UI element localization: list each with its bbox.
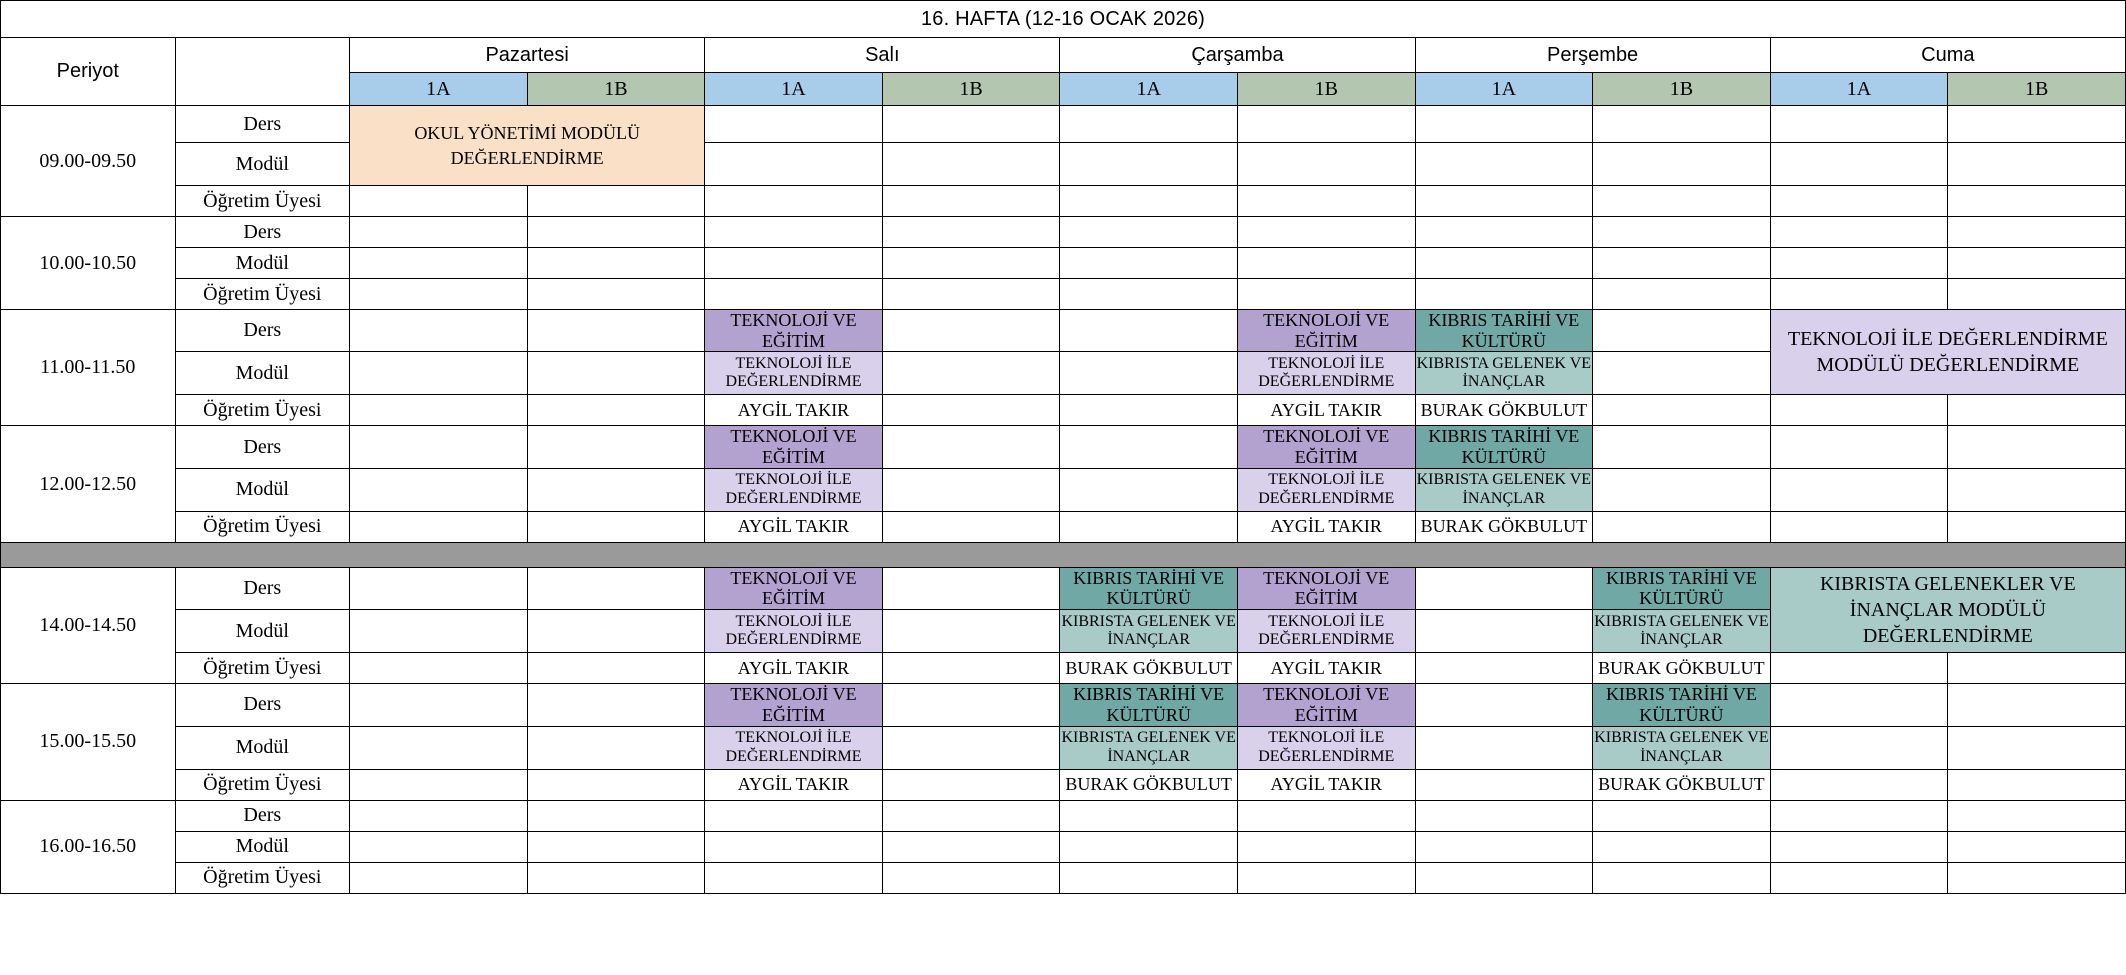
row-label-ogretim-uyesi: Öğretim Üyesi <box>175 653 350 684</box>
cell-sali-1b-ogr <box>882 653 1060 684</box>
period-label-0900: 09.00-09.50 <box>1 106 176 217</box>
cell-carsamba-1b-modul <box>1237 831 1415 862</box>
row-label-modul: Modül <box>175 726 350 769</box>
row-label-ders: Ders <box>175 426 350 468</box>
row-label-ogretim-uyesi: Öğretim Üyesi <box>175 395 350 426</box>
cell-sali-1a-ders-teknoloji: TEKNOLOJİ VE EĞİTİM <box>705 310 883 352</box>
cell-carsamba-1a-modul <box>1060 468 1238 511</box>
row-label-ders: Ders <box>175 800 350 831</box>
cell-carsamba-1b-ders <box>1237 217 1415 248</box>
cell-carsamba-1b-ogr: AYGİL TAKIR <box>1237 511 1415 542</box>
cell-carsamba-1a-ders-kibris: KIBRIS TARİHİ VE KÜLTÜRÜ <box>1060 567 1238 609</box>
cell-carsamba-1a-modul <box>1060 352 1238 395</box>
cell-persembe-1b-ders-kibris: KIBRIS TARİHİ VE KÜLTÜRÜ <box>1593 684 1771 726</box>
cell-sali-1a-ogr <box>705 279 883 310</box>
cell-carsamba-1a-ogr: BURAK GÖKBULUT <box>1060 653 1238 684</box>
day-header-cuma: Cuma <box>1770 38 2125 73</box>
row-label-modul: Modül <box>175 248 350 279</box>
cell-persembe-1a-ders <box>1415 684 1593 726</box>
cell-carsamba-1b-ders-teknoloji: TEKNOLOJİ VE EĞİTİM <box>1237 310 1415 352</box>
cell-pazartesi-1b-ogr <box>527 862 705 893</box>
cell-pazartesi-1b-modul <box>527 248 705 279</box>
cell-pazartesi-1b-ogr <box>527 653 705 684</box>
cell-pazartesi-1a-ogr <box>350 769 528 800</box>
cell-cuma-1b-ogr <box>1948 279 2126 310</box>
cell-persembe-1a-ders <box>1415 800 1593 831</box>
cell-persembe-1b-modul <box>1593 831 1771 862</box>
cell-pazartesi-1b-ogr <box>527 279 705 310</box>
cell-sali-1b-ders <box>882 800 1060 831</box>
cell-pazartesi-merged-okul-yonetimi: OKUL YÖNETİMİ MODÜLÜ DEĞERLENDİRME <box>350 106 705 186</box>
cell-sali-1b-ogr <box>882 862 1060 893</box>
cell-carsamba-1b-ogr <box>1237 186 1415 217</box>
cell-cuma-1b-ders <box>1948 684 2126 726</box>
day-header-row <box>1 38 2126 73</box>
cell-cuma-1a-ogr <box>1770 395 1948 426</box>
schedule-row <box>1 653 2126 684</box>
cell-persembe-1a-modul-kibris: KIBRISTA GELENEK VE İNANÇLAR <box>1415 352 1593 395</box>
cell-pazartesi-1a-ders <box>350 310 528 352</box>
cell-cuma-1b-modul <box>1948 248 2126 279</box>
cell-sali-1a-modul <box>705 248 883 279</box>
cell-carsamba-1a-ogr: BURAK GÖKBULUT <box>1060 769 1238 800</box>
cell-persembe-1b-ogr <box>1593 279 1771 310</box>
cell-carsamba-1b-modul-teknoloji: TEKNOLOJİ İLE DEĞERLENDİRME <box>1237 726 1415 769</box>
cell-pazartesi-1b-ders <box>527 426 705 468</box>
cell-pazartesi-1b-ogr <box>527 186 705 217</box>
cell-pazartesi-1b-modul <box>527 831 705 862</box>
schedule-row <box>1 468 2126 511</box>
cell-persembe-1b-modul <box>1593 143 1771 186</box>
cell-pazartesi-1a-ders <box>350 426 528 468</box>
cell-sali-1a-ogr <box>705 186 883 217</box>
cell-sali-1b-modul <box>882 468 1060 511</box>
period-label-1500: 15.00-15.50 <box>1 684 176 800</box>
cell-carsamba-1b-ders-teknoloji: TEKNOLOJİ VE EĞİTİM <box>1237 426 1415 468</box>
section-header-persembe-1a: 1A <box>1415 73 1593 106</box>
cell-sali-1a-ogr: AYGİL TAKIR <box>705 511 883 542</box>
cell-carsamba-1b-ogr: AYGİL TAKIR <box>1237 395 1415 426</box>
cell-pazartesi-1a-ders <box>350 800 528 831</box>
cell-persembe-1a-ders <box>1415 106 1593 143</box>
cell-sali-1b-ders <box>882 567 1060 609</box>
cell-sali-1a-ders-teknoloji: TEKNOLOJİ VE EĞİTİM <box>705 426 883 468</box>
schedule-row <box>1 143 2126 186</box>
row-label-modul: Modül <box>175 468 350 511</box>
cell-pazartesi-1a-modul <box>350 468 528 511</box>
cell-persembe-1a-ders-kibris: KIBRIS TARİHİ VE KÜLTÜRÜ <box>1415 310 1593 352</box>
cell-persembe-1a-ogr <box>1415 653 1593 684</box>
cell-pazartesi-1a-modul <box>350 248 528 279</box>
cell-sali-1a-ders <box>705 106 883 143</box>
row-label-ogretim-uyesi: Öğretim Üyesi <box>175 862 350 893</box>
cell-persembe-1b-ogr: BURAK GÖKBULUT <box>1593 769 1771 800</box>
cell-persembe-1b-modul-kibris: KIBRISTA GELENEK VE İNANÇLAR <box>1593 610 1771 653</box>
cell-carsamba-1b-ogr: AYGİL TAKIR <box>1237 769 1415 800</box>
cell-pazartesi-1b-modul <box>527 610 705 653</box>
schedule-row <box>1 279 2126 310</box>
cell-sali-1a-ders <box>705 217 883 248</box>
cell-carsamba-1a-modul-kibris: KIBRISTA GELENEK VE İNANÇLAR <box>1060 610 1238 653</box>
cell-cuma-1b-ders <box>1948 426 2126 468</box>
cell-sali-1a-ders <box>705 800 883 831</box>
schedule-row <box>1 800 2126 831</box>
cell-cuma-1b-modul <box>1948 143 2126 186</box>
schedule-row <box>1 726 2126 769</box>
row-label-ogretim-uyesi: Öğretim Üyesi <box>175 279 350 310</box>
schedule-row <box>1 769 2126 800</box>
cell-persembe-1a-ogr: BURAK GÖKBULUT <box>1415 511 1593 542</box>
cell-pazartesi-1a-ders <box>350 217 528 248</box>
cell-cuma-1b-ogr <box>1948 769 2126 800</box>
cell-pazartesi-1b-ogr <box>527 511 705 542</box>
cell-cuma-1b-ders <box>1948 217 2126 248</box>
day-header-sali: Salı <box>705 38 1060 73</box>
cell-cuma-1b-modul <box>1948 831 2126 862</box>
cell-pazartesi-1b-modul <box>527 726 705 769</box>
cell-carsamba-1b-modul <box>1237 248 1415 279</box>
day-header-pazartesi: Pazartesi <box>350 38 705 73</box>
cell-cuma-1b-ders <box>1948 800 2126 831</box>
cell-pazartesi-1a-ogr <box>350 511 528 542</box>
day-header-persembe: Perşembe <box>1415 38 1770 73</box>
cell-carsamba-1b-modul <box>1237 143 1415 186</box>
cell-persembe-1b-modul-kibris: KIBRISTA GELENEK VE İNANÇLAR <box>1593 726 1771 769</box>
cell-carsamba-1b-ders-teknoloji: TEKNOLOJİ VE EĞİTİM <box>1237 684 1415 726</box>
cell-pazartesi-1a-ogr <box>350 186 528 217</box>
schedule-row <box>1 217 2126 248</box>
cell-cuma-1a-modul <box>1770 248 1948 279</box>
cell-carsamba-1a-ogr <box>1060 186 1238 217</box>
cell-cuma-1a-ders <box>1770 800 1948 831</box>
cell-persembe-1b-modul <box>1593 352 1771 395</box>
section-header-pazartesi-1a: 1A <box>350 73 528 106</box>
cell-carsamba-1a-ogr <box>1060 511 1238 542</box>
row-label-ders: Ders <box>175 310 350 352</box>
cell-sali-1b-modul <box>882 726 1060 769</box>
rowlabel-header <box>175 38 350 106</box>
cell-sali-1a-ogr: AYGİL TAKIR <box>705 653 883 684</box>
cell-persembe-1a-ogr <box>1415 186 1593 217</box>
period-header: Periyot <box>1 38 176 106</box>
cell-sali-1a-modul-teknoloji: TEKNOLOJİ İLE DEĞERLENDİRME <box>705 352 883 395</box>
cell-persembe-1b-modul <box>1593 468 1771 511</box>
cell-sali-1b-ders <box>882 217 1060 248</box>
section-header-pazartesi-1b: 1B <box>527 73 705 106</box>
lunch-break-separator <box>1 542 2126 567</box>
cell-cuma-1a-modul <box>1770 726 1948 769</box>
cell-carsamba-1a-ogr <box>1060 279 1238 310</box>
row-label-ders: Ders <box>175 684 350 726</box>
cell-pazartesi-1b-ogr <box>527 769 705 800</box>
cell-carsamba-1a-ders <box>1060 310 1238 352</box>
cell-cuma-1b-ogr <box>1948 862 2126 893</box>
cell-carsamba-1a-modul <box>1060 248 1238 279</box>
cell-persembe-1b-modul <box>1593 248 1771 279</box>
day-header-carsamba: Çarşamba <box>1060 38 1415 73</box>
schedule-row <box>1 684 2126 726</box>
row-label-ders: Ders <box>175 567 350 609</box>
schedule-row <box>1 567 2126 609</box>
cell-carsamba-1b-modul-teknoloji: TEKNOLOJİ İLE DEĞERLENDİRME <box>1237 352 1415 395</box>
row-label-modul: Modül <box>175 831 350 862</box>
period-label-1200: 12.00-12.50 <box>1 426 176 542</box>
schedule-row <box>1 310 2126 352</box>
cell-sali-1b-modul <box>882 248 1060 279</box>
cell-pazartesi-1b-modul <box>527 352 705 395</box>
cell-persembe-1b-ogr <box>1593 186 1771 217</box>
cell-sali-1a-ogr: AYGİL TAKIR <box>705 395 883 426</box>
cell-carsamba-1a-modul-kibris: KIBRISTA GELENEK VE İNANÇLAR <box>1060 726 1238 769</box>
cell-sali-1b-ders <box>882 106 1060 143</box>
cell-carsamba-1a-modul <box>1060 831 1238 862</box>
cell-carsamba-1b-ders <box>1237 800 1415 831</box>
cell-sali-1a-ogr: AYGİL TAKIR <box>705 769 883 800</box>
cell-persembe-1a-ogr: BURAK GÖKBULUT <box>1415 395 1593 426</box>
cell-pazartesi-1a-ogr <box>350 862 528 893</box>
cell-sali-1b-ders <box>882 426 1060 468</box>
cell-carsamba-1b-ders-teknoloji: TEKNOLOJİ VE EĞİTİM <box>1237 567 1415 609</box>
row-label-ogretim-uyesi: Öğretim Üyesi <box>175 186 350 217</box>
section-header-cuma-1b: 1B <box>1948 73 2126 106</box>
cell-persembe-1a-modul <box>1415 610 1593 653</box>
cell-carsamba-1a-ders <box>1060 106 1238 143</box>
cell-pazartesi-1a-ders <box>350 684 528 726</box>
cell-carsamba-1b-ogr <box>1237 862 1415 893</box>
cell-cuma-1a-ders <box>1770 106 1948 143</box>
cell-sali-1b-modul <box>882 610 1060 653</box>
cell-sali-1a-modul-teknoloji: TEKNOLOJİ İLE DEĞERLENDİRME <box>705 610 883 653</box>
cell-cuma-1b-ogr <box>1948 186 2126 217</box>
row-label-ders: Ders <box>175 217 350 248</box>
cell-sali-1b-modul <box>882 831 1060 862</box>
cell-persembe-1b-ogr <box>1593 511 1771 542</box>
section-header-persembe-1b: 1B <box>1593 73 1771 106</box>
section-header-sali-1a: 1A <box>705 73 883 106</box>
cell-persembe-1a-modul <box>1415 248 1593 279</box>
cell-carsamba-1b-modul-teknoloji: TEKNOLOJİ İLE DEĞERLENDİRME <box>1237 610 1415 653</box>
cell-pazartesi-1b-ogr <box>527 395 705 426</box>
cell-cuma-1b-modul <box>1948 468 2126 511</box>
cell-pazartesi-1b-ders <box>527 217 705 248</box>
cell-pazartesi-1b-ders <box>527 567 705 609</box>
cell-pazartesi-1b-ders <box>527 310 705 352</box>
cell-carsamba-1a-modul <box>1060 143 1238 186</box>
cell-persembe-1b-ders <box>1593 217 1771 248</box>
cell-persembe-1a-ders <box>1415 567 1593 609</box>
cell-carsamba-1b-ogr: AYGİL TAKIR <box>1237 653 1415 684</box>
cell-cuma-merged-teknoloji-degerlendirme: TEKNOLOJİ İLE DEĞERLENDİRME MODÜLÜ DEĞERLENDİRME <box>1770 310 2125 395</box>
cell-sali-1b-ogr <box>882 186 1060 217</box>
schedule-row <box>1 426 2126 468</box>
cell-pazartesi-1b-ders <box>527 800 705 831</box>
cell-cuma-merged-kibris-degerlendirme: KIBRISTA GELENEKLER VE İNANÇLAR MODÜLÜ DEĞERLENDİRME <box>1770 567 2125 652</box>
cell-sali-1a-ogr <box>705 862 883 893</box>
cell-persembe-1a-modul-kibris: KIBRISTA GELENEK VE İNANÇLAR <box>1415 468 1593 511</box>
cell-sali-1b-modul <box>882 352 1060 395</box>
section-header-sali-1b: 1B <box>882 73 1060 106</box>
cell-cuma-1a-ogr <box>1770 186 1948 217</box>
cell-cuma-1a-ders <box>1770 684 1948 726</box>
cell-persembe-1b-ogr <box>1593 395 1771 426</box>
cell-sali-1b-ogr <box>882 511 1060 542</box>
cell-cuma-1b-ogr <box>1948 395 2126 426</box>
cell-carsamba-1b-modul-teknoloji: TEKNOLOJİ İLE DEĞERLENDİRME <box>1237 468 1415 511</box>
cell-pazartesi-1a-modul <box>350 726 528 769</box>
cell-cuma-1b-ogr <box>1948 511 2126 542</box>
cell-carsamba-1a-ogr <box>1060 395 1238 426</box>
cell-pazartesi-1a-ders <box>350 567 528 609</box>
cell-pazartesi-1b-modul <box>527 468 705 511</box>
cell-pazartesi-1a-modul <box>350 831 528 862</box>
row-label-modul: Modül <box>175 352 350 395</box>
period-label-1600: 16.00-16.50 <box>1 800 176 893</box>
period-label-1100: 11.00-11.50 <box>1 310 176 426</box>
cell-persembe-1a-ogr <box>1415 862 1593 893</box>
cell-persembe-1b-ogr <box>1593 862 1771 893</box>
cell-persembe-1a-ders <box>1415 217 1593 248</box>
cell-persembe-1a-modul <box>1415 831 1593 862</box>
cell-cuma-1a-ders <box>1770 217 1948 248</box>
cell-sali-1a-modul <box>705 143 883 186</box>
row-label-modul: Modül <box>175 610 350 653</box>
schedule-row <box>1 395 2126 426</box>
cell-pazartesi-1a-ogr <box>350 395 528 426</box>
cell-sali-1a-modul-teknoloji: TEKNOLOJİ İLE DEĞERLENDİRME <box>705 468 883 511</box>
cell-persembe-1b-ders <box>1593 800 1771 831</box>
cell-sali-1a-ders-teknoloji: TEKNOLOJİ VE EĞİTİM <box>705 567 883 609</box>
cell-carsamba-1b-ders <box>1237 106 1415 143</box>
cell-pazartesi-1a-ogr <box>350 279 528 310</box>
schedule-row <box>1 106 2126 143</box>
cell-cuma-1a-ogr <box>1770 653 1948 684</box>
cell-carsamba-1b-ogr <box>1237 279 1415 310</box>
title-row <box>1 1 2126 38</box>
cell-cuma-1a-ogr <box>1770 279 1948 310</box>
cell-cuma-1b-modul <box>1948 726 2126 769</box>
cell-sali-1b-ders <box>882 684 1060 726</box>
cell-cuma-1a-modul <box>1770 143 1948 186</box>
cell-sali-1b-ogr <box>882 279 1060 310</box>
cell-cuma-1b-ogr <box>1948 653 2126 684</box>
cell-carsamba-1a-ders <box>1060 426 1238 468</box>
cell-persembe-1a-ogr <box>1415 279 1593 310</box>
cell-persembe-1b-ogr: BURAK GÖKBULUT <box>1593 653 1771 684</box>
cell-persembe-1b-ders <box>1593 106 1771 143</box>
cell-carsamba-1a-ders <box>1060 217 1238 248</box>
cell-pazartesi-1a-modul <box>350 352 528 395</box>
section-header-cuma-1a: 1A <box>1770 73 1948 106</box>
cell-sali-1b-ders <box>882 310 1060 352</box>
row-label-ogretim-uyesi: Öğretim Üyesi <box>175 769 350 800</box>
page-title: 16. HAFTA (12-16 OCAK 2026) <box>1 1 2126 38</box>
cell-sali-1a-modul-teknoloji: TEKNOLOJİ İLE DEĞERLENDİRME <box>705 726 883 769</box>
cell-persembe-1b-ders-kibris: KIBRIS TARİHİ VE KÜLTÜRÜ <box>1593 567 1771 609</box>
cell-cuma-1a-modul <box>1770 468 1948 511</box>
cell-sali-1b-modul <box>882 143 1060 186</box>
period-label-1400: 14.00-14.50 <box>1 567 176 683</box>
cell-carsamba-1a-ders-kibris: KIBRIS TARİHİ VE KÜLTÜRÜ <box>1060 684 1238 726</box>
cell-cuma-1a-ders <box>1770 426 1948 468</box>
schedule-row <box>1 248 2126 279</box>
section-header-carsamba-1a: 1A <box>1060 73 1238 106</box>
lunch-break-bar <box>1 542 2126 567</box>
schedule-row <box>1 511 2126 542</box>
row-label-ogretim-uyesi: Öğretim Üyesi <box>175 511 350 542</box>
cell-carsamba-1a-ogr <box>1060 862 1238 893</box>
schedule-row <box>1 831 2126 862</box>
cell-persembe-1a-ders-kibris: KIBRIS TARİHİ VE KÜLTÜRÜ <box>1415 426 1593 468</box>
cell-pazartesi-1a-ogr <box>350 653 528 684</box>
cell-pazartesi-1b-ders <box>527 684 705 726</box>
cell-pazartesi-1a-modul <box>350 610 528 653</box>
cell-persembe-1a-modul <box>1415 726 1593 769</box>
cell-cuma-1a-ogr <box>1770 769 1948 800</box>
cell-cuma-1a-ogr <box>1770 862 1948 893</box>
cell-persembe-1a-ogr <box>1415 769 1593 800</box>
cell-cuma-1a-ogr <box>1770 511 1948 542</box>
row-label-ders: Ders <box>175 106 350 143</box>
section-header-carsamba-1b: 1B <box>1237 73 1415 106</box>
cell-persembe-1b-ders <box>1593 426 1771 468</box>
cell-sali-1b-ogr <box>882 769 1060 800</box>
cell-sali-1a-modul <box>705 831 883 862</box>
cell-persembe-1a-modul <box>1415 143 1593 186</box>
cell-persembe-1b-ders <box>1593 310 1771 352</box>
period-label-1000: 10.00-10.50 <box>1 217 176 310</box>
schedule-row <box>1 186 2126 217</box>
cell-sali-1b-ogr <box>882 395 1060 426</box>
cell-cuma-1a-modul <box>1770 831 1948 862</box>
schedule-row <box>1 862 2126 893</box>
row-label-modul: Modül <box>175 143 350 186</box>
cell-carsamba-1a-ders <box>1060 800 1238 831</box>
cell-cuma-1b-ders <box>1948 106 2126 143</box>
cell-sali-1a-ders-teknoloji: TEKNOLOJİ VE EĞİTİM <box>705 684 883 726</box>
